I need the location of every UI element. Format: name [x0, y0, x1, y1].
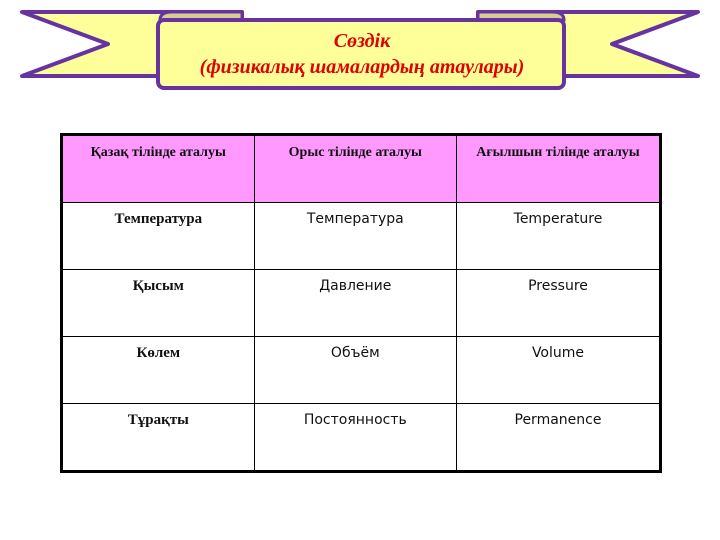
title-line-1: Сөздік [333, 30, 391, 52]
title-line-2: (физикалық шамалардың атаулары) [199, 56, 525, 78]
table-header-row [62, 135, 661, 203]
cell-russian: Давление [254, 270, 456, 337]
table-row [62, 270, 661, 337]
cell-russian: Постоянность [254, 404, 456, 472]
header-russian: Орыс тілінде аталуы [254, 135, 456, 203]
cell-russian: Объём [254, 337, 456, 404]
cell-kazakh: Көлем [62, 337, 255, 404]
header-kazakh: Қазақ тілінде аталуы [62, 135, 255, 203]
cell-kazakh: Қысым [62, 270, 255, 337]
table-row [62, 404, 661, 472]
glossary-table [60, 133, 662, 473]
cell-kazakh: Тұрақты [62, 404, 255, 472]
cell-english: Pressure [456, 270, 660, 337]
cell-russian: Температура [254, 203, 456, 270]
cell-english: Temperature [456, 203, 660, 270]
cell-english: Permanence [456, 404, 660, 472]
table-row [62, 337, 661, 404]
table-row [62, 203, 661, 270]
banner-title [160, 22, 564, 86]
cell-english: Volume [456, 337, 660, 404]
header-english: Ағылшын тілінде аталуы [456, 135, 660, 203]
cell-kazakh: Температура [62, 203, 255, 270]
